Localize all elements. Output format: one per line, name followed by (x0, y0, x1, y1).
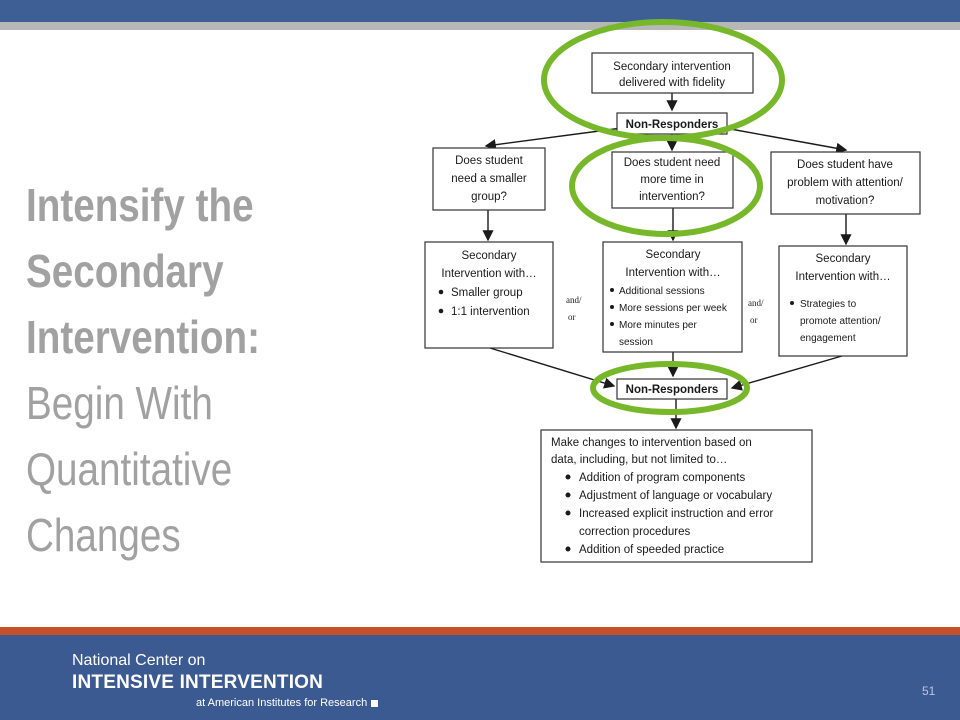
square-icon (371, 700, 378, 707)
svg-text:Increased explicit instruction: Increased explicit instruction and error (579, 508, 774, 520)
svg-text:Non-Responders: Non-Responders (625, 119, 719, 131)
footer-org-line-1: National Center on (72, 652, 206, 669)
svg-text:Secondary: Secondary (645, 249, 701, 261)
subtitle-line-2: Quantitative (26, 443, 233, 495)
svg-text:intervention?: intervention? (639, 191, 705, 203)
fidelity-line-2: delivered with fidelity (618, 77, 726, 89)
subtitle-line-3: Changes (26, 509, 181, 561)
footer-org-line-3: at American Institutes for Research (196, 697, 378, 709)
svg-text:Non-Responders: Non-Responders (625, 384, 719, 396)
intervention-box-left (425, 242, 553, 348)
svg-text:Secondary: Secondary (815, 253, 871, 265)
svg-text:promote attention/: promote attention/ (800, 316, 881, 327)
svg-text:motivation?: motivation? (815, 195, 875, 207)
svg-text:Additional sessions: Additional sessions (619, 286, 705, 297)
svg-text:group?: group? (471, 191, 507, 203)
svg-text:Intervention with…: Intervention with… (625, 267, 721, 279)
svg-text:Does student: Does student (455, 155, 523, 167)
question-box-attention (771, 152, 920, 214)
svg-text:Does student need: Does student need (623, 157, 721, 169)
svg-text:More minutes per: More minutes per (619, 320, 697, 331)
footer-org-line-2: INTENSIVE INTERVENTION (72, 672, 324, 693)
svg-text:Secondary: Secondary (461, 250, 517, 262)
svg-text:Adjustment of language or voca: Adjustment of language or vocabulary (579, 490, 773, 502)
svg-text:Strategies to: Strategies to (800, 299, 857, 310)
svg-text:data, including, but not limit: data, including, but not limited to… (551, 454, 728, 466)
intervention-box-middle (603, 242, 742, 352)
svg-text:Intervention with…: Intervention with… (441, 268, 537, 280)
non-responders-box-bottom (617, 379, 727, 399)
footer-accent-bar (0, 627, 960, 635)
svg-text:Intervention with…: Intervention with… (795, 271, 891, 283)
svg-text:session: session (619, 337, 653, 348)
svg-text:Make changes to intervention b: Make changes to intervention based on (551, 437, 752, 449)
svg-text:Addition of speeded practice: Addition of speeded practice (579, 544, 725, 556)
svg-text:engagement: engagement (800, 333, 856, 344)
title-line-2: Secondary (26, 245, 224, 297)
svg-text:Addition of program components: Addition of program components (579, 472, 746, 484)
svg-text:problem with attention/: problem with attention/ (787, 177, 903, 189)
svg-text:correction procedures: correction procedures (579, 526, 691, 538)
fidelity-line-1: Secondary intervention (613, 61, 731, 73)
question-box-more-time (612, 152, 733, 208)
svg-text:Smaller group: Smaller group (451, 287, 523, 299)
page-number: 51 (922, 684, 936, 698)
andor-right-2: or (750, 315, 758, 325)
title-line-1: Intensify the (26, 179, 254, 231)
andor-left-1: and/ (566, 295, 582, 305)
subtitle-line-1: Begin With (26, 377, 213, 429)
svg-text:more time in: more time in (640, 174, 704, 186)
svg-text:Does student have: Does student have (797, 159, 893, 171)
svg-text:More sessions per week: More sessions per week (619, 303, 727, 314)
question-box-group-size (433, 148, 545, 210)
title-line-3: Intervention: (26, 311, 260, 363)
changes-box (541, 430, 812, 562)
svg-text:1:1 intervention: 1:1 intervention (451, 306, 530, 318)
fidelity-box (592, 53, 753, 93)
svg-text:need a smaller: need a smaller (451, 173, 527, 185)
intervention-box-right (779, 246, 907, 356)
andor-left-2: or (568, 312, 576, 322)
andor-right-1: and/ (748, 298, 764, 308)
